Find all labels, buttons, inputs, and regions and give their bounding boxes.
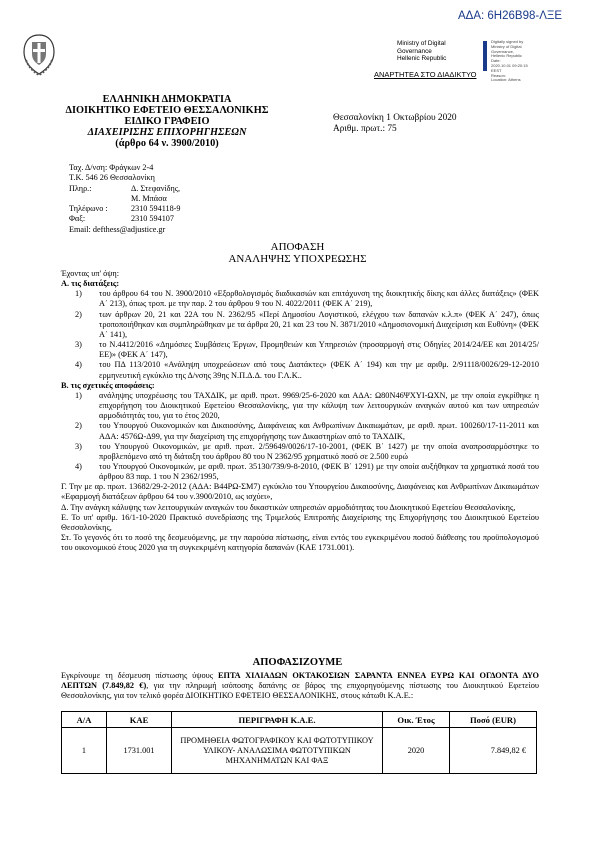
table-header-row [62,712,537,728]
list-item: 1) του άρθρου 64 του Ν. 3900/2010 «Εξορθολογισμός διαδικασιών και επιτάχυνση της διοικητικής δίκης και άλλες διατάξεις» (ΦΕΚ Α΄ 213), όπως τροπ. με την παρ. 2 του άρθρου 9 του Ν. 4022/2011 (ΦΕΚ Α΄ 219), [75,289,539,309]
signature-line: 2020.10.01 09:20:15 [491,62,528,68]
info-label: Πληρ.: [69,183,92,193]
signature-line: Reason: [491,72,506,78]
list-item-text: ανάληψης υποχρέωσης του ΤΑΧΔΙΚ, με αριθ. πρωτ. 9969/25-6-2020 και ΑΔΑ: Ω80Ν46ΨΧΥΙ-ΩΧΝ, με την οποία εγκρίθηκε η επιχορήγηση του Διοικητικού Εφετείου Θεσσαλονίκης, για την κάλυψη των λειτουργικών αναγκών αυτού και των υπηρεσιών αρμοδιότητάς του, για το έτος 2020, [99,390,539,421]
info-person: Δ. Στεφανίδης, [131,183,181,193]
decision-heading: ΑΠΟΦΑΣΙΖΟΥΜΕ [252,657,343,668]
section-epsilon: Ε. Το υπ' αριθμ. 16/1-10-2020 Πρακτικό συνεδρίασης της Τριμελούς Επιτροπής Διαχείρισης της Επιχορήγησης του Διοικητικού Εφετείου Θεσσαλονίκης, [61,512,539,532]
section-a-heading: Α. τις διατάξεις: [61,279,120,289]
contact-info [69,163,181,235]
signature-line: Ministry of Digital [491,43,522,49]
info-person: Μ. Μπάσα [131,193,167,203]
authority-line: ΔΙΑΧΕΙΡΙΣΗΣ ΕΠΙΧΟΡΗΓΗΣΕΩΝ [87,127,247,138]
list-item-text: του Υπουργού Οικονομικών, με αριθ. πρωτ. 35130/739/9-8-2010, (ΦΕΚ Β΄ 1291) με την οποία αυξήθηκαν τα χρηματικά ποσά του άρθρου 83 παρ. 1 του Ν 2362/1995, [99,461,539,482]
list-item: 1) ανάληψης υποχρέωσης του ΤΑΧΔΙΚ, με αριθ. πρωτ. 9969/25-6-2020 και ΑΔΑ: Ω80Ν46ΨΧΥΙ-ΩΧΝ, με την οποία εγκρίθηκε η επιχορήγηση του Διοικητικού Εφετείου Θεσσαλονίκης, για την κάλυψη των λειτουργικών αναγκών αυτού και των υπηρεσιών αρμοδιότητάς του, για το έτος 2020, [75,390,539,421]
date-block [333,113,457,135]
section-b-heading: Β. τις σχετικές αποφάσεις: [61,380,155,390]
email-address: Email: defthess@adjustice.gr [69,224,166,234]
cell-aa: 1 [62,728,107,774]
signature-line: Digitally signed by [491,39,524,44]
col-header: ΠΕΡΙΓΡΑΦΗ Κ.Α.Ε. [172,712,383,728]
list-item-text: των άρθρων 20, 21 και 22Α του Ν. 2362/95 «Περί Δημοσίου Λογιστικού, ελέγχου των δαπανών κ.λ.π» (ΦΕΚ Α΄ 247), όπως τροποποιήθηκαν και συμπληρώθηκαν με τα άρθρα 20, 21 και 23 του Ν. 3871/2010 «Δημοσιονομική Διαχείριση και Ευθύνη» (ΦΕΚ Α΄ 141), [99,309,539,339]
authority-header [33,94,301,149]
title-line: ΑΝΑΛΗΨΗΣ ΥΠΟΧΡΕΩΣΗΣ [228,253,367,266]
authority-line: ΕΙΔΙΚΟ ΓΡΑΦΕΙΟ [124,116,210,127]
ministry-line: Hellenic Republic [397,55,447,63]
decision-text [61,671,539,702]
document-body [61,269,539,553]
table-row [62,728,537,774]
protocol-number: Αριθμ. πρωτ.: 75 [333,123,397,134]
list-item-text: του άρθρου 64 του Ν. 3900/2010 «Εξορθολογισμός διαδικασιών και επιτάχυνση της διοικητικής δίκης και άλλες διατάξεις» (ΦΕΚ Α΄ 213), όπως τροπ. με την παρ. 2 του άρθρου 9 του Ν. 4022/2011 (ΦΕΚ Α΄ 219), [99,289,539,309]
ada-code: ΑΔΑ: 6Η26Β98-ΛΞΕ [458,10,563,22]
ministry-line: Ministry of Digital [397,40,446,47]
list-item: 2) του Υπουργού Οικονομικών και Δικαιοσύνης, Διαφάνειας και Ανθρωπίνων Δικαιωμάτων, με αριθ. πρωτ. 100260/17-11-2011 και ΑΔΑ: 4576Ω-Δ99, για την διαχείριση της επιχορήγησης των Δικαστηρίων από το ΤΑΧΔΙΚ, [75,421,539,441]
cell-kae: 1731.001 [107,728,172,774]
ministry-line: Governance [397,47,432,55]
signature-bar [483,41,487,71]
col-header: Α/Α [62,712,107,728]
cell-year: 2020 [383,728,450,774]
list-item: 3) το Ν.4412/2016 «Δημόσιες Συμβάσεις Έργων, Προμηθειών και Υπηρεσιών (προσαρμογή στις Οδηγίες 2014/24/ΕΕ και 2014/25/ΕΕ)» (ΦΕΚ Α΄ 147), [75,340,539,360]
section-st: Στ. Το γεγονός ότι το ποσό της δεσμευόμενης, με την παρούσα πίστωσης, είναι εντός του εγκεκριμένου ποσού διάθεσης του προϋπολογισμού του οικονομικού έτους 2020 για τη συγκεκριμένη κατηγορία δαπανών (ΚΑΕ 1731.001). [61,533,539,553]
cell-amount: 7.849,82 € [450,728,537,774]
list-item: 4) του Υπουργού Οικονομικών, με αριθ. πρωτ. 35130/739/9-8-2010, (ΦΕΚ Β΄ 1291) με την οποία αυξήθηκαν τα χρηματικά ποσά του άρθρου 83 παρ. 1 του Ν 2362/1995, [75,461,539,482]
signature-line: EEST [491,67,502,73]
signature-line: Governance, [491,48,514,54]
list-item: 2) των άρθρων 20, 21 και 22Α του Ν. 2362/95 «Περί Δημοσίου Λογιστικού, ελέγχου των δαπανών κ.λ.π» (ΦΕΚ Α΄ 247), όπως τροποποιήθηκαν και συμπληρώθηκαν με τα άρθρα 20, 21 και 23 του Ν. 3871/2010 «Δημοσιονομική Διαχείριση και Ευθύνη» (ΦΕΚ Α΄ 141), [75,309,539,339]
intro-text: Έχοντας υπ' όψη: [61,269,120,278]
decision-text-part: , για την πληρωμή ισόποσης δαπάνης σε βάρος της επιχορηγούμενης πίστωσης του Διοικητικού Εφετείου Θεσσαλονίκης, για τον τελικό φορέα ΔΙΟΙΚΗΤΙΚΟ ΕΦΕΤΕΙΟ ΘΕΣΣΑΛΟΝΙΚΗΣ, στους κάτωθι Κ.Α.Ε.: [61,681,539,701]
authority-line: ΕΛΛΗΝΙΚΗ ΔΗΜΟΚΡΑΤΙΑ [102,94,232,105]
cell-description: ΠΡΟΜΗΘΕΙΑ ΦΩΤΟΓΡΑΦΙΚΟΥ ΚΑΙ ΦΩΤΟΤΥΠΙΚΟΥ ΥΛΙΚΟΥ- ΑΝΑΛΩΣΙΜΑ ΦΩΤΟΤΥΠΙΚΩΝ ΜΗΧΑΝΗΜΑΤΩΝ ΚΑΙ ΦΑΞ [172,728,383,774]
address: Ταχ. Δ/νση: Φράγκων 2-4 [69,163,154,172]
decision-amount: ΕΠΤΑ ΧΙΛΙΑΔΩΝ ΟΚΤΑΚΟΣΙΩΝ ΣΑΡΑΝΤΑ ΕΝΝΕΑ ΕΥΡΩ ΚΑΙ ΟΓΔΟΝΤΑ ΔΥΟ ΛΕΠΤΩΝ (7.849,82 €) [61,671,539,691]
authority-line: ΔΙΟΙΚΗΤΙΚΟ ΕΦΕΤΕΙΟ ΘΕΣΣΑΛΟΝΙΚΗΣ [65,105,269,116]
phone-number: 2310 594118-9 [131,204,181,214]
list-item-text: του Υπουργού Οικονομικών και Δικαιοσύνης, Διαφάνειας και Ανθρωπίνων Δικαιωμάτων, με αριθ. πρωτ. 100260/17-11-2011 και ΑΔΑ: 4576Ω-Δ99, για την διαχείριση της επιχορήγησης των Δικαστηρίων από το ΤΑΧΔΙΚ, [99,421,539,441]
section-delta: Δ. Την ανάγκη κάλυψης των λειτουργικών αναγκών του δικαστικών υπηρεσιών αρμοδιότητας του Διοικητικού Εφετείου Θεσσαλονίκης, [61,502,516,512]
list-item-text: του Υπουργού Οικονομικών, με αριθ. πρωτ. 2/59649/0026/17-10-2001, (ΦΕΚ Β΄ 1427) με την οποία αναπροσαρμόστηκε το προβλεπόμενο από τη διάταξη του άρθρου 80 του Ν 2362/95 χρηματικό ποσό σε 2.500 ευρώ [99,441,539,461]
signature-line: Location: Athens [491,77,521,83]
kae-table [61,711,537,774]
signature-details [491,40,561,83]
decision-text-part: Εγκρίνουμε τη δέσμευση πίστωσης ύψους [61,671,218,680]
postal-code: Τ.Κ. 546 26 Θεσσαλονίκη [69,173,155,183]
col-header: ΚΑΕ [107,712,172,728]
list-item: 3) του Υπουργού Οικονομικών, με αριθ. πρωτ. 2/59649/0026/17-10-2001, (ΦΕΚ Β΄ 1427) με την οποία αναπροσαρμόστηκε το προβλεπόμενο από τη διάταξη του άρθρου 80 του Ν 2362/95 χρηματικό ποσό σε 2.500 ευρώ [75,441,539,461]
signature-ministry [397,40,446,63]
publish-online-note: ΑΝΑΡΤΗΤΕΑ ΣΤΟ ΔΙΑΔΙΚΤΥΟ [374,70,477,79]
signature-line: Hellenic Republic [491,53,522,59]
greek-seal-icon [20,32,58,78]
phone-label: Τηλέφωνο : [69,204,108,214]
list-item-text: το Ν.4412/2016 «Δημόσιες Συμβάσεις Έργων, Προμηθειών και Υπηρεσιών (προσαρμογή στις Οδηγίες 2014/24/ΕΕ και 2014/25/ΕΕ)» (ΦΕΚ Α΄ 147), [99,340,539,360]
fax-label: Φαξ: [69,214,86,224]
authority-line: (άρθρο 64 ν. 3900/2010) [115,138,219,149]
col-header: Ποσό (EUR) [450,712,537,728]
section-gamma: Γ. Την με αρ. πρωτ. 13682/29-2-2012 (ΑΔΑ: Β44ΡΩ-ΣΜ7) εγκύκλιο του Υπουργείου Δικαιοσύνης, Διαφάνειας και Ανθρωπίνων Δικαιωμάτων «Εφαρμογή διατάξεων άρθρου 64 του ν.3900/2010, ως ισχύει», [61,482,539,502]
col-header: Οικ. Έτος [383,712,450,728]
document-title [0,241,595,265]
title-line: ΑΠΟΦΑΣΗ [270,241,325,253]
signature-line: Date: [491,58,501,64]
list-item-text: του ΠΔ 113/2010 «Ανάληψη υποχρεώσεων από τους Διατάκτες» (ΦΕΚ Α΄ 194) και την με αριθμ. 2/91118/0026/29-12-2010 ερμηνευτική εγκύκλιο της Δ/νσης 39ης Ν.Π.Δ.Δ. του Γ.Λ.Κ.. [99,360,539,380]
fax-number: 2310 594107 [131,214,174,224]
list-item: 4) του ΠΔ 113/2010 «Ανάληψη υποχρεώσεων από τους Διατάκτες» (ΦΕΚ Α΄ 194) και την με αριθμ. 2/91118/0026/29-12-2010 ερμηνευτική εγκύκλιο της Δ/νσης 39ης Ν.Π.Δ.Δ. του Γ.Λ.Κ.. [75,360,539,380]
document-date: Θεσσαλονίκη 1 Οκτωβρίου 2020 [333,113,457,123]
